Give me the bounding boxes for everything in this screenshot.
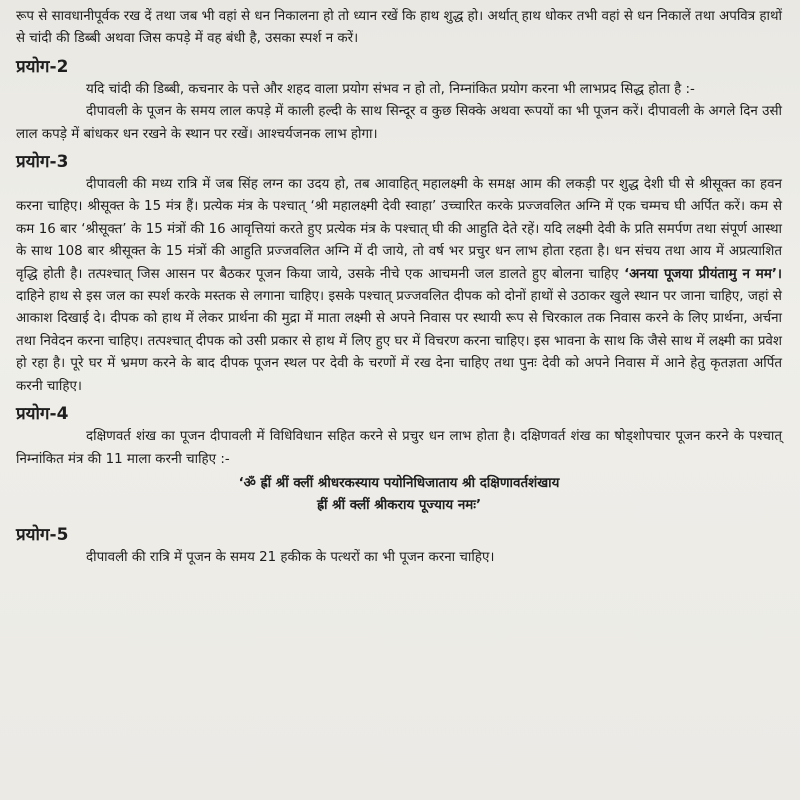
prayog-5-paragraph: दीपावली की रात्रि में पूजन के समय 21 हकीक के पत्थरों का भी पूजन करना चाहिए। xyxy=(86,549,495,565)
prayog-2-heading: प्रयोग-2 xyxy=(16,56,69,77)
mantra-line-2: ह्रीं श्रीं क्लीं श्रीकराय पूज्याय नमः’ xyxy=(316,497,482,513)
prayog-3-paragraph xyxy=(16,174,782,398)
prayog-4-heading: प्रयोग-4 xyxy=(16,404,69,425)
prayog-5-heading: प्रयोग-5 xyxy=(16,524,69,545)
prayog-3-heading: प्रयोग-3 xyxy=(16,152,69,173)
prayog-3-text-g: दाहिने हाथ से इस जल का स्पर्श करके मस्तक से लगाना चाहिए। इसके पश्चात् प्रज्जवलित दीपक को दोनों हाथों से उठाकर खुले स्थान पर जाना चाहिए, जहां से आकाश दिखाई दे। दीपक को हाथ में लेकर प्रार्थना की मुद्रा में माता लक्ष्मी से अपने निवास पर स्थायी रूप से चिरकाल तक निवास करने के लिए प्रार्थना, अर्चना तथा निवेदन करना चाहिए। तत्पश्चात् दीपक को उसी प्रकार से हाथ में लिए हुए घर में विचरण करना चाहिए। इस भावना के साथ कि जैसे साथ में लक्ष्मी का प्रवेश हो रहा है। पूरे घर में भ्रमण करने के बाद दीपक पूजन स्थल पर देवी के चरणों में रख देना चाहिए तथा पुनः देवी को अपने निवास में आने हेतु कृतज्ञता अर्पित करनी चाहिए। xyxy=(16,289,782,394)
prayog-2-paragraph-2: दीपावली के पूजन के समय लाल कपड़े में काली हल्दी के साथ सिन्दूर व कुछ सिक्के अथवा रूपयों का भी पूजन करें। दीपावली के अगले दिन उसी लाल कपड़े में बांधकर धन रखने के स्थान पर रखें। आश्चर्यजनक लाभ होगा। xyxy=(16,104,782,142)
prayog-2-paragraph-1: यदि चांदी की डिब्बी, कचनार के पत्ते और शहद वाला प्रयोग संभव न हो तो, निम्नांकित प्रयोग करना भी लाभप्रद सिद्ध होता है :- xyxy=(86,81,695,97)
prayog-3-shrisukta: ‘श्रीसूक्त’ xyxy=(81,221,127,237)
mantra-line-1: ‘ॐ ह्रीं श्रीं क्लीं श्रीधरकस्याय पयोनिधिजाताय श्री दक्षिणावर्तशंखाय xyxy=(238,475,560,491)
prayog-4-paragraph: दक्षिणवर्त शंख का पूजन दीपावली में विधिविधान सहित करने से प्रचुर धन लाभ होता है। दक्षिणवर्त शंख का षोड्शोपचार पूजन करने के पश्चात् निम्नांकित मंत्र की 11 माला करनी चाहिए :- xyxy=(16,429,782,467)
prayog-4-mantra xyxy=(16,473,782,517)
prayog-3-text-e: के 15 मंत्रों की 16 आवृत्तियां करते हुए प्रत्येक मंत्र के पश्चात् घी की आहुति देते रहें। यदि लक्ष्मी देवी के प्रति समर्पण तथा संपूर्ण आस्था के साथ 108 बार श्रीसूक्त के 15 मंत्रों की आहुति प्रज्जवलित अग्नि में दी जाये, तो वर्ष भर प्रचुर धन लाभ होता रहता है। धन संचय तथा आय में अप्रत्याशित वृद्धि होती है। तत्पश्चात् जिस आसन पर बैठकर पूजन किया जाये, उसके नीचे एक आचमनी जल डालते हुए बोलना चाहिए xyxy=(16,221,783,282)
prayog-3-text-a: दीपावली की मध्य रात्रि में जब सिंह लग्न का उदय हो, तब आवाहित् महालक्ष्मी के समक्ष आम की लकड़ी पर शुद्ध देशी घी से श्रीसूक्त का हवन करना चाहिए। श्रीसूक्त के 15 मंत्र हैं। प्रत्येक मंत्र के पश्चात् xyxy=(16,177,782,215)
prayog-3-text-c: उच्चारित करके प्रज्जवलित अग्नि में एक चम्मच घी अर्पित करें। कम से कम 16 बार xyxy=(16,199,783,237)
prayog-3-invocation: ‘श्री महालक्ष्मी देवी स्वाहा’ xyxy=(310,199,437,215)
intro-paragraph: रूप से सावधानीपूर्वक रख दें तथा जब भी वहां से धन निकालना हो तो ध्यान रखें कि हाथ शुद्ध हो। अर्थात् हाथ धोकर तभी वहां से धन निकालें तथा अपवित्र हाथों से चांदी की डिब्बी अथवा जिस कपड़े में वह बंधी है, उसका स्पर्श न करें। xyxy=(16,9,782,47)
prayog-3-recitation: ‘अनया पूजया प्रीयंतामु न मम’। xyxy=(624,266,782,282)
